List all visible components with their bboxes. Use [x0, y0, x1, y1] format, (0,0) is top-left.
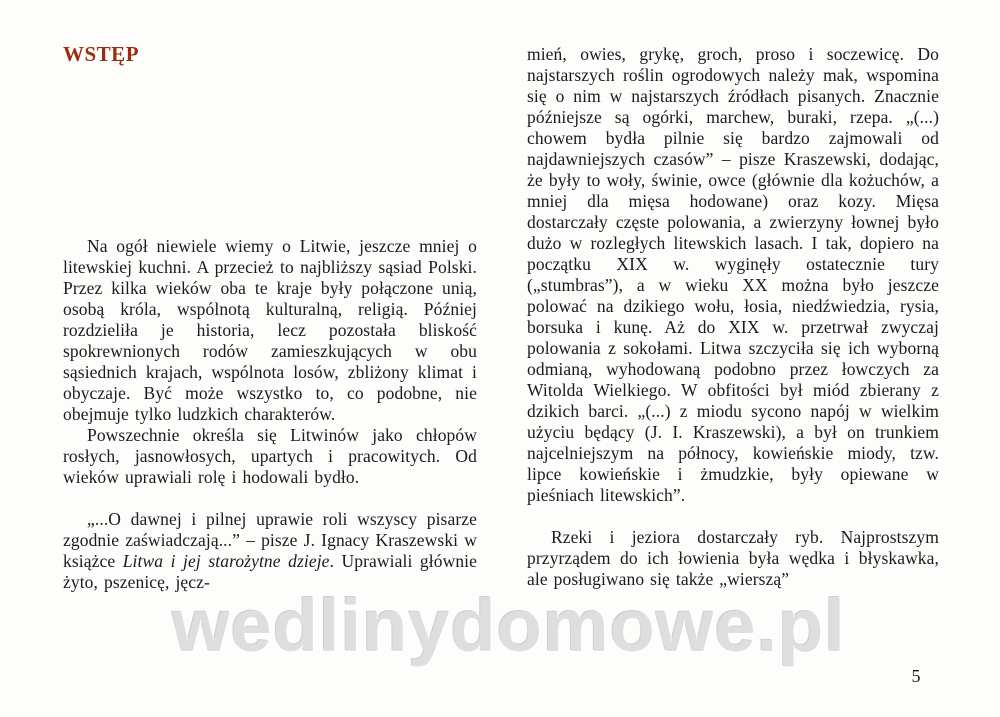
text-segment: Powszechnie określa się Litwinów jako chłopów rosłych, jasnowłosych, upartych i pracowitych. Od wieków uprawiali rolę i hodowali bydło.	[63, 425, 477, 487]
text-segment: Na ogół niewiele wiemy o Litwie, jeszcze mniej o litewskiej kuchni. A przecież to najbliższy sąsiad Polski. Przez kilka wieków oba te kraje były połączone unią, osobą króla, wspólnotą kulturalną, religią. Później rozdzieliła je historia, lecz pozostała bliskość spokrewnionych rodów zamieszkujących w obu sąsiednich krajach, wspólnota losów, zbliżony klimat i obyczaje. Być może wszystko to, co podobne, nie obejmuje tylko ludzkich charakterów.	[63, 236, 477, 424]
text-segment: „...O dawnej i pilnej uprawie roli wszyscy pisarze zgodnie zaświadczają...” – pisze J. Ignacy Kraszewski w książce	[63, 509, 477, 571]
paragraph	[63, 509, 477, 593]
watermark: wedlinydomowe.pl	[172, 584, 846, 667]
italic-text-segment: Litwa i jej starożytne dzieje	[122, 551, 330, 571]
text-segment: mień, owies, grykę, groch, proso i soczewicę. Do najstarszych roślin ogrodowych należy mak, wspomina się o nim w najstarszych źródłach pisanych. Znacznie późniejsze są ogórki, marchew, buraki, rzepa. „(...) chowem bydła pilnie się bardzo zajmowali od najdawniejszych czasów” – pisze Kraszewski, dodając, że były to woły, świnie, owce (głównie dla kożuchów, a mniej dla mięsa hodowane) oraz kozy. Mięsa dostarczały częste polowania, a zwierzyny łownej było dużo w rozległych litewskich lasach. I tak, dopiero na początku XIX w. wyginęły ostatecznie tury („stumbras”), a w wieku XX można było jeszcze polować na dzikiego wołu, łosia, niedźwiedzia, rysia, borsuka i kunę. Aż do XIX w. przetrwał zwyczaj polowania z sokołami. Litwa szczyciła się ich wyborną odmianą, wyhodowaną podobno przez łowczych za Witolda Wielkiego. W obfitości był miód zbierany z dzikich barci. „(...) z miodu sycono napój w wielkim użyciu będący (J. I. Kraszewski), a był on trunkiem najcelniejszym na północy, kowieńskie miody, tzw. lipce kowieńskie i żmudzkie, były opiewane w pieśniach litewskich”.	[527, 44, 939, 505]
page-number: 5	[911, 666, 921, 686]
text-segment: . Uprawiali głównie żyto, pszenicę, jęcz-	[63, 551, 477, 592]
paragraph	[527, 527, 939, 590]
page-heading: WSTĘP	[63, 42, 140, 66]
paragraph	[63, 425, 477, 488]
right-column	[527, 44, 939, 590]
left-column	[63, 236, 477, 593]
paragraph	[63, 236, 477, 425]
paragraph	[527, 44, 939, 506]
text-segment: Rzeki i jeziora dostarczały ryb. Najprostszym przyrządem do ich łowienia była wędka i błyskawka, ale posługiwano się także „wierszą”	[527, 527, 939, 589]
